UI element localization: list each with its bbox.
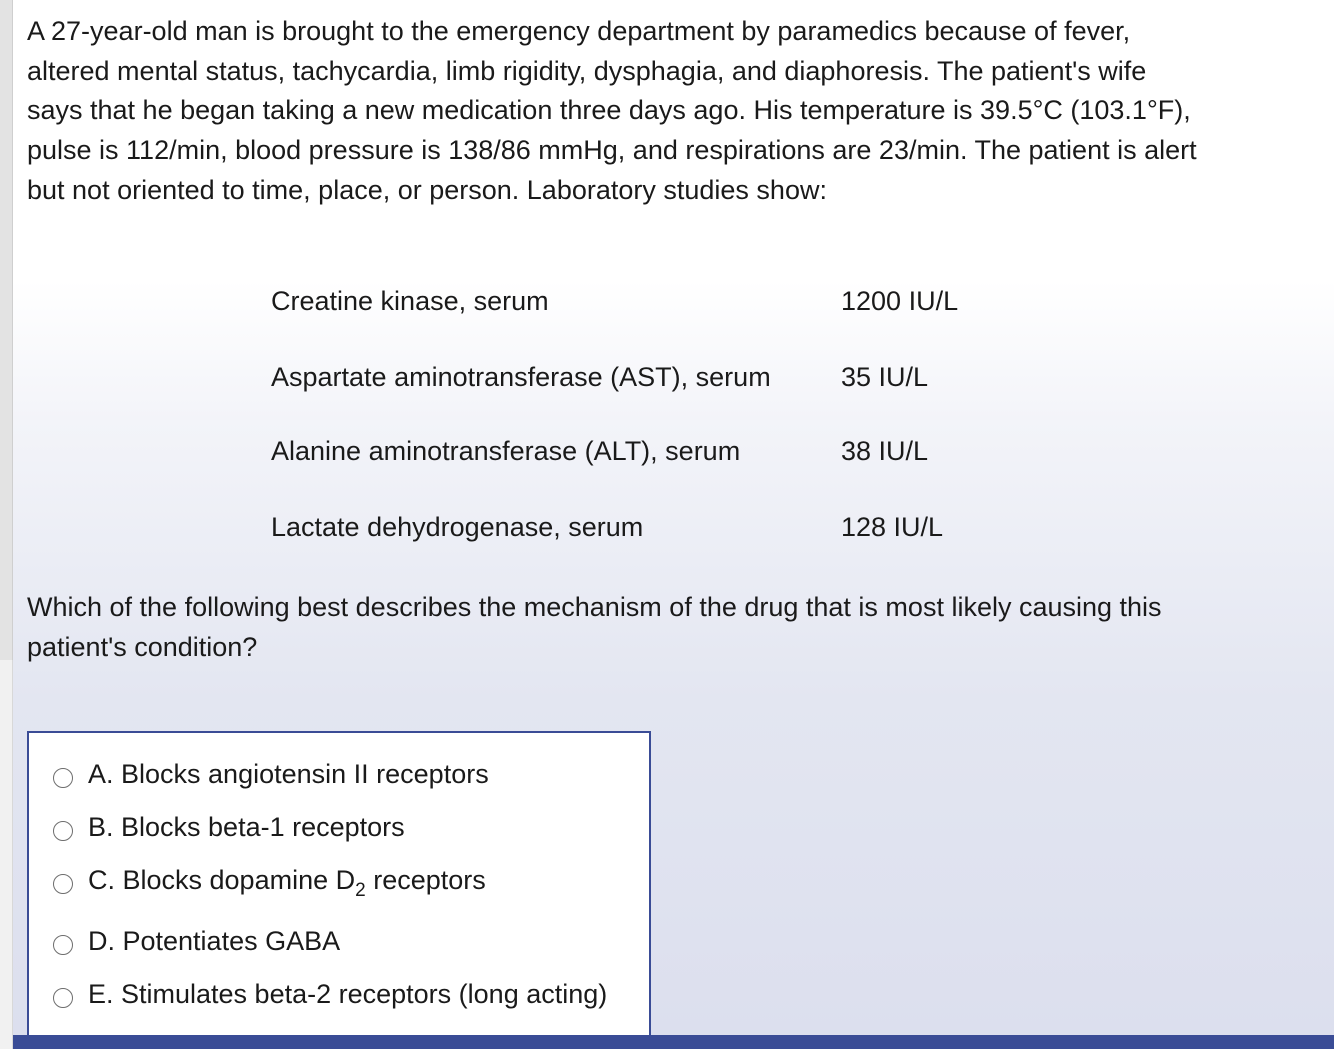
choice-b-label: B. Blocks beta-1 receptors [88,812,405,842]
choice-d-label: D. Potentiates GABA [88,926,341,956]
lab-name: Creatine kinase, serum [271,286,549,316]
answer-choices [27,731,651,1035]
left-gutter [0,0,13,660]
question-panel [13,0,1334,1035]
question-stem: A 27-year-old man is brought to the emergency department by paramedics because of fever, altered mental status, tachycardia, limb rigidity, dysphagia, and diaphoresis. The patient's wife says that he began taking a new medication three days ago. His temperature is 39.5°C (103.1°F), pulse is 112/min, blood pressure is 138/86 mmHg, and respirations are 23/min. The patient is alert but not oriented to time, place, or person. Laboratory studies show: [27,16,1197,205]
left-gutter-lower [0,660,13,1049]
radio-button-e[interactable] [53,988,73,1008]
lab-value: 38 IU/L [841,436,929,466]
choice-a-label: A. Blocks angiotensin II receptors [88,759,489,789]
choice-c[interactable] [53,865,486,901]
bottom-toolbar [13,1035,1334,1049]
lab-name: Aspartate aminotransferase (AST), serum [271,362,771,392]
choice-e-label: E. Stimulates beta-2 receptors (long acting) [88,979,608,1009]
radio-button-d[interactable] [53,935,73,955]
radio-button-b[interactable] [53,821,73,841]
radio-button-c[interactable] [53,874,73,894]
lab-name: Alanine aminotransferase (ALT), serum [271,436,741,466]
choice-a[interactable] [53,759,489,790]
choice-d[interactable] [53,926,340,957]
choice-e[interactable] [53,979,607,1010]
choice-c-label-start: C. Blocks dopamine D [88,865,356,895]
lab-value: 35 IU/L [841,362,929,392]
choice-c-label [88,865,486,901]
choice-c-subscript: 2 [355,880,366,901]
lab-name: Lactate dehydrogenase, serum [271,512,644,542]
question-prompt: Which of the following best describes the mechanism of the drug that is most likely causing this patient's condition? [27,592,1162,662]
lab-value: 128 IU/L [841,512,944,542]
choice-c-label-end: receptors [365,865,486,895]
radio-button-a[interactable] [53,768,73,788]
choice-b[interactable] [53,812,405,843]
lab-value: 1200 IU/L [841,286,959,316]
